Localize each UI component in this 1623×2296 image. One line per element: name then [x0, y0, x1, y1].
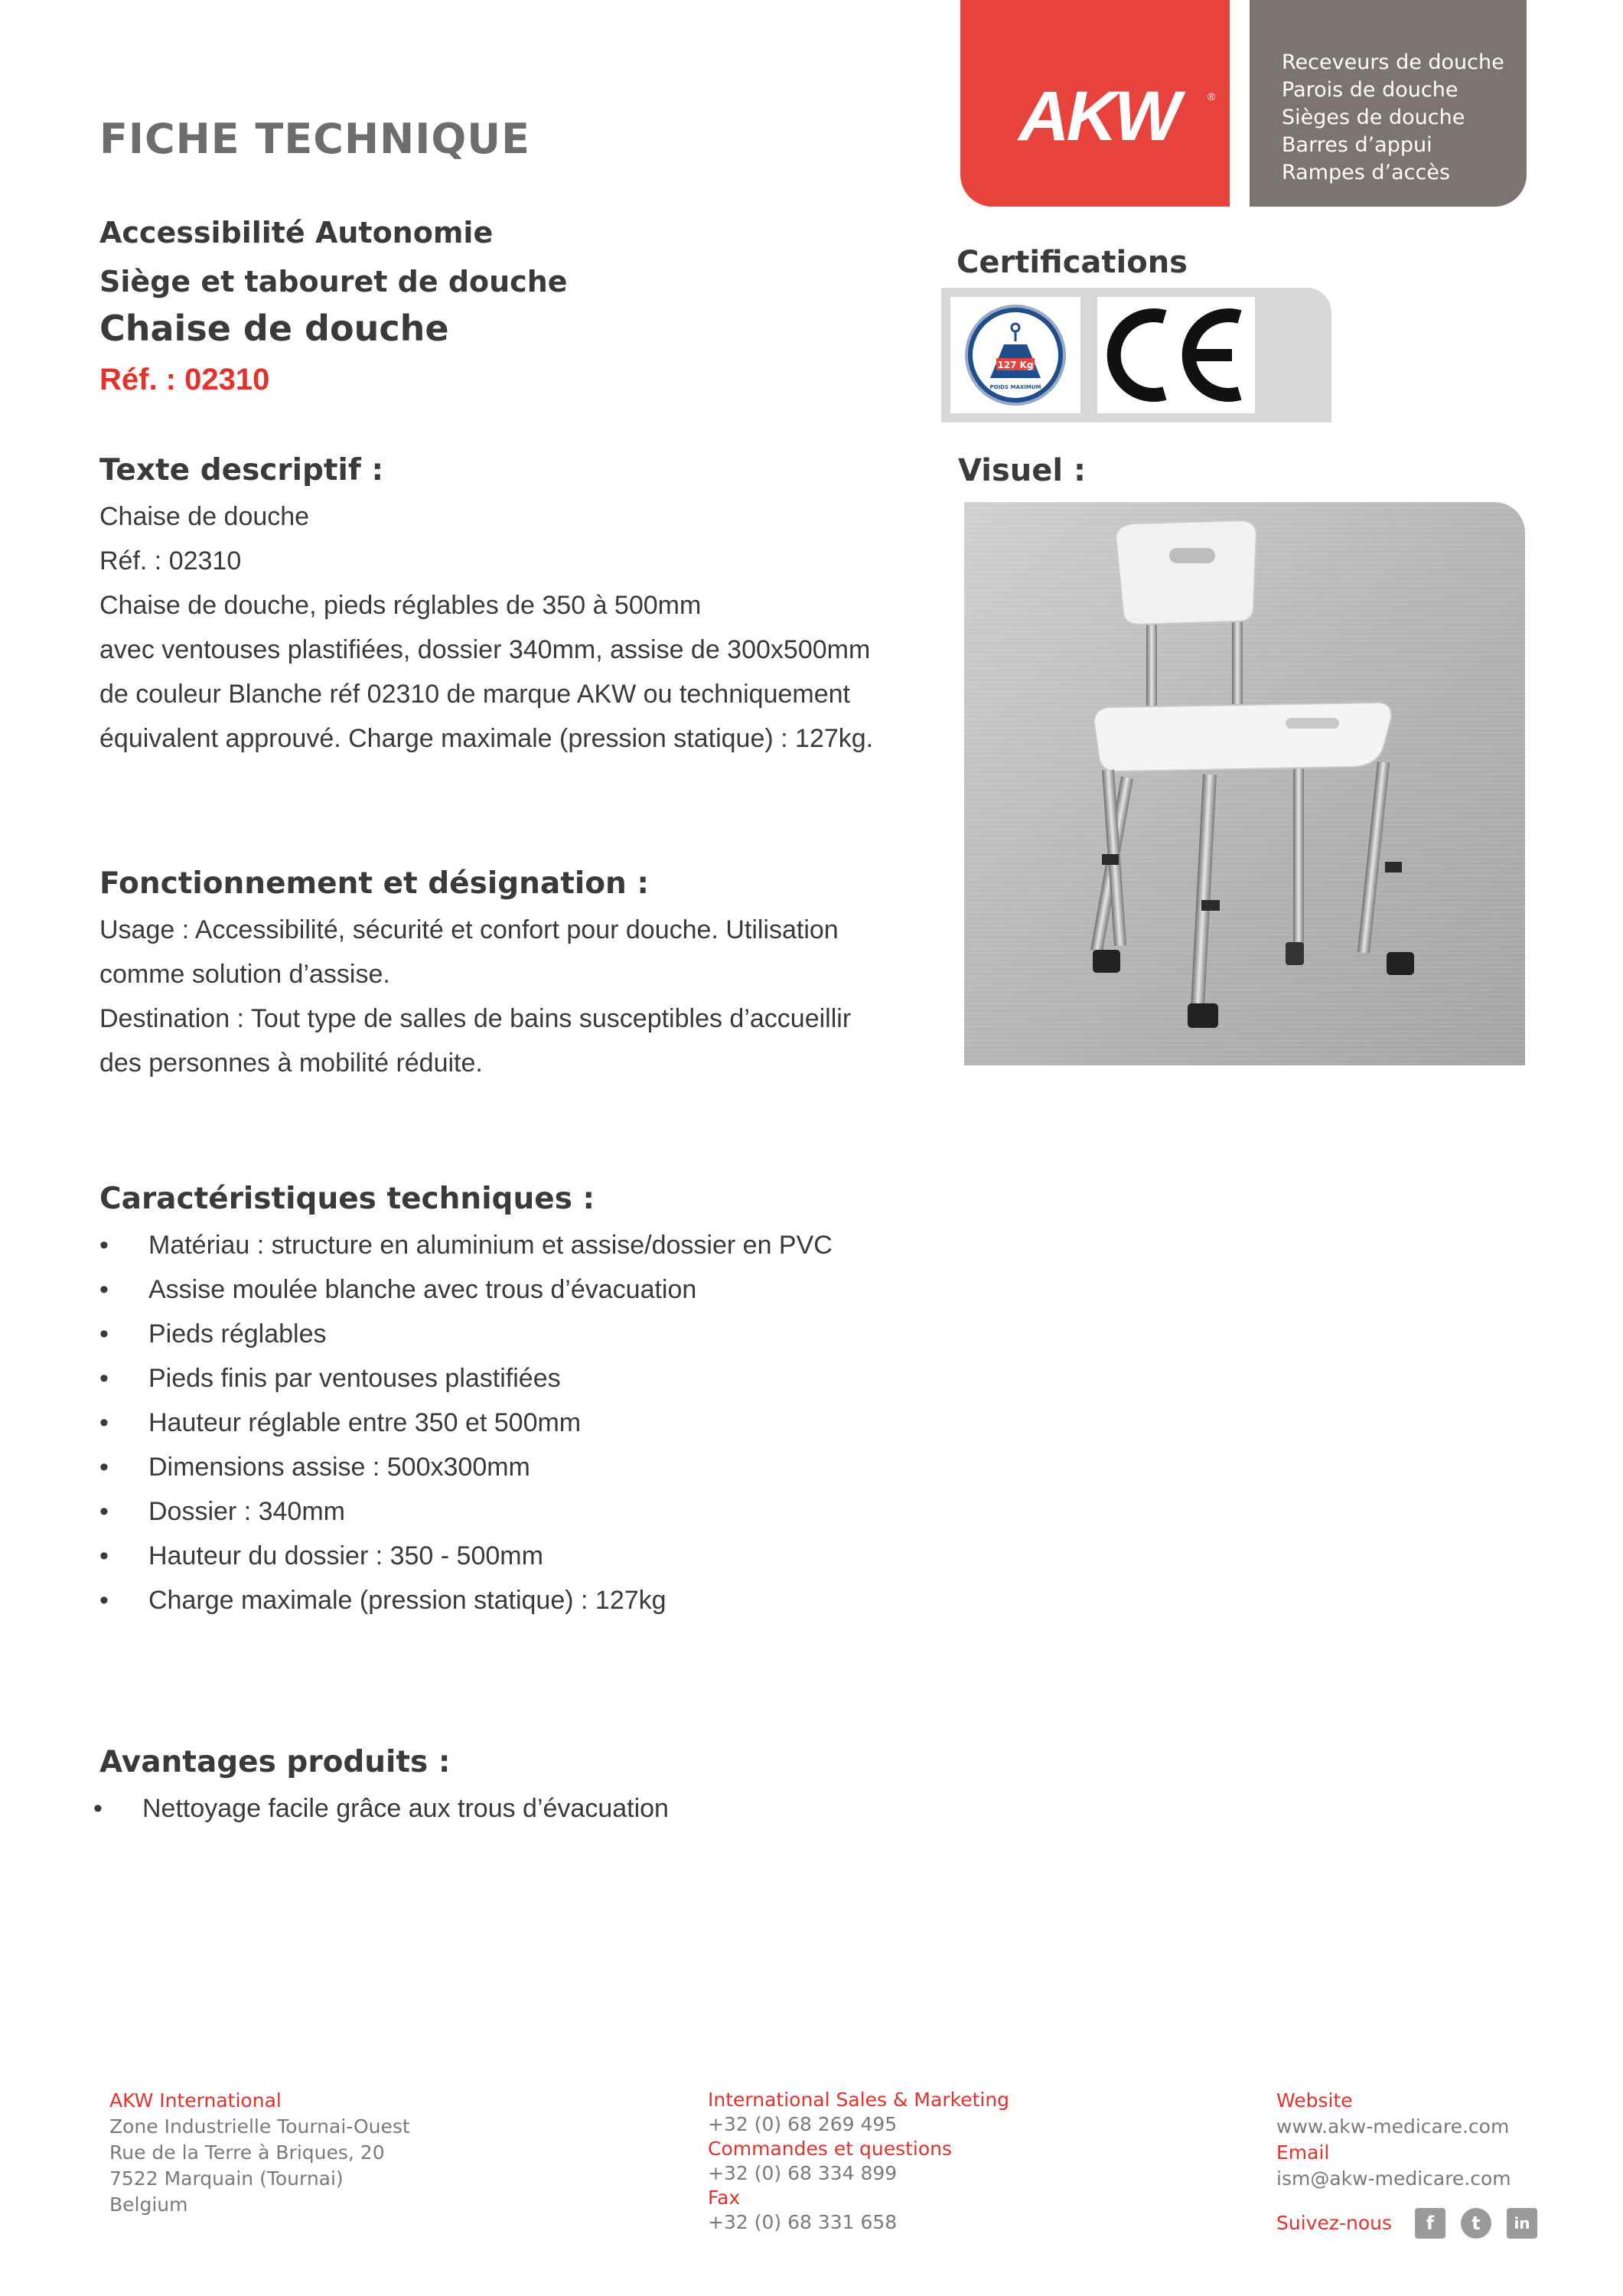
footer-web: [1276, 2088, 1511, 2192]
description-line: équivalent approuvé. Charge maximale (pression statique) : 127kg.: [99, 724, 874, 753]
description-line: Réf. : 02310: [99, 546, 242, 576]
spec-item: • Dossier : 340mm: [99, 1489, 833, 1534]
description-line: Chaise de douche: [99, 502, 310, 531]
follow-label: Suivez-nous: [1276, 2212, 1392, 2234]
category-line-1: Accessibilité Autonomie: [99, 216, 494, 249]
function-line: des personnes à mobilité réduite.: [99, 1049, 483, 1078]
linkedin-icon[interactable]: in: [1507, 2208, 1537, 2239]
category-item: Rampes d’accès: [1282, 161, 1451, 184]
visual-heading: Visuel :: [958, 453, 1087, 488]
weight-caption: POIDS MAXIMUM: [989, 384, 1041, 390]
description-line: de couleur Blanche réf 02310 de marque AKW ou techniquement: [99, 680, 850, 709]
spec-item: • Charge maximale (pression statique) : 127kg: [99, 1578, 833, 1623]
twitter-icon[interactable]: t: [1461, 2208, 1491, 2239]
orders-label: Commandes et questions: [708, 2138, 953, 2160]
description-text: [99, 494, 873, 761]
spec-item: • Pieds finis par ventouses plastifiées: [99, 1356, 833, 1401]
advantage-item: • Nettoyage facile grâce aux trous d’évacuation: [93, 1786, 669, 1831]
product-name: Chaise de douche: [99, 308, 449, 349]
weight-badge-icon: [950, 297, 1080, 413]
product-reference: Réf. : 02310: [99, 363, 270, 396]
shower-chair-illustration: [964, 502, 1525, 1065]
category-list: [1282, 49, 1504, 187]
address-line: 7522 Marquain (Tournai): [109, 2167, 344, 2190]
specs-list: [99, 1223, 833, 1623]
address-line: Belgium: [109, 2193, 188, 2216]
sales-label: International Sales & Marketing: [708, 2089, 1010, 2111]
spec-item: • Pieds réglables: [99, 1312, 833, 1356]
function-line: Usage : Accessibilité, sécurité et confort pour douche. Utilisation: [99, 915, 839, 944]
function-heading: Fonctionnement et désignation :: [99, 866, 649, 901]
description-heading: Texte descriptif :: [99, 453, 384, 488]
document-title: FICHE TECHNIQUE: [99, 115, 530, 163]
email-label: Email: [1276, 2141, 1330, 2164]
category-line-2: Siège et tabouret de douche: [99, 265, 568, 298]
advantages-list: [93, 1786, 669, 1831]
category-item: Receveurs de douche: [1282, 51, 1504, 74]
fax-number: +32 (0) 68 331 658: [708, 2211, 898, 2233]
footer-company: [109, 2088, 410, 2218]
spec-item: • Matériau : structure en aluminium et assise/dossier en PVC: [99, 1223, 833, 1267]
product-image: [964, 502, 1525, 1065]
function-line: comme solution d’assise.: [99, 960, 390, 989]
spec-item: • Hauteur réglable entre 350 et 500mm: [99, 1401, 833, 1445]
website-link[interactable]: www.akw-medicare.com: [1276, 2115, 1510, 2138]
spec-item: • Dimensions assise : 500x300mm: [99, 1445, 833, 1489]
spec-item: • Hauteur du dossier : 350 - 500mm: [99, 1534, 833, 1578]
fax-label: Fax: [708, 2187, 741, 2209]
company-name: AKW International: [109, 2089, 282, 2112]
ce-mark-icon: [1097, 297, 1255, 413]
max-weight-badge: [950, 297, 1080, 413]
email-link[interactable]: ism@akw-medicare.com: [1276, 2167, 1511, 2190]
orders-phone[interactable]: +32 (0) 68 334 899: [708, 2162, 898, 2184]
address-line: Rue de la Terre à Briques, 20: [109, 2141, 385, 2164]
function-text: [99, 908, 851, 1085]
brand-logo: AKW: [1018, 77, 1178, 155]
website-label: Website: [1276, 2089, 1353, 2112]
facebook-icon[interactable]: f: [1415, 2208, 1445, 2239]
function-line: Destination : Tout type de salles de bains susceptibles d’accueillir: [99, 1004, 852, 1033]
description-line: avec ventouses plastifiées, dossier 340mm, assise de 300x500mm: [99, 635, 871, 664]
advantages-heading: Avantages produits :: [99, 1745, 451, 1779]
address-line: Zone Industrielle Tournai-Ouest: [109, 2115, 410, 2138]
footer-contacts: [708, 2088, 1009, 2235]
category-item: Parois de douche: [1282, 78, 1458, 102]
social-row: [1276, 2208, 1553, 2239]
sales-phone[interactable]: +32 (0) 68 269 495: [708, 2113, 898, 2135]
specs-heading: Caractéristiques techniques :: [99, 1182, 595, 1216]
category-item: Barres d’appui: [1282, 133, 1432, 157]
weight-value: 127 Kg: [997, 360, 1034, 370]
certifications-heading: Certifications: [957, 245, 1188, 280]
ce-mark-badge: [1097, 297, 1255, 413]
registered-mark: ®: [1207, 90, 1216, 103]
spec-item: • Assise moulée blanche avec trous d’évacuation: [99, 1267, 833, 1312]
category-item: Sièges de douche: [1282, 106, 1465, 129]
description-line: Chaise de douche, pieds réglables de 350 à 500mm: [99, 591, 702, 620]
